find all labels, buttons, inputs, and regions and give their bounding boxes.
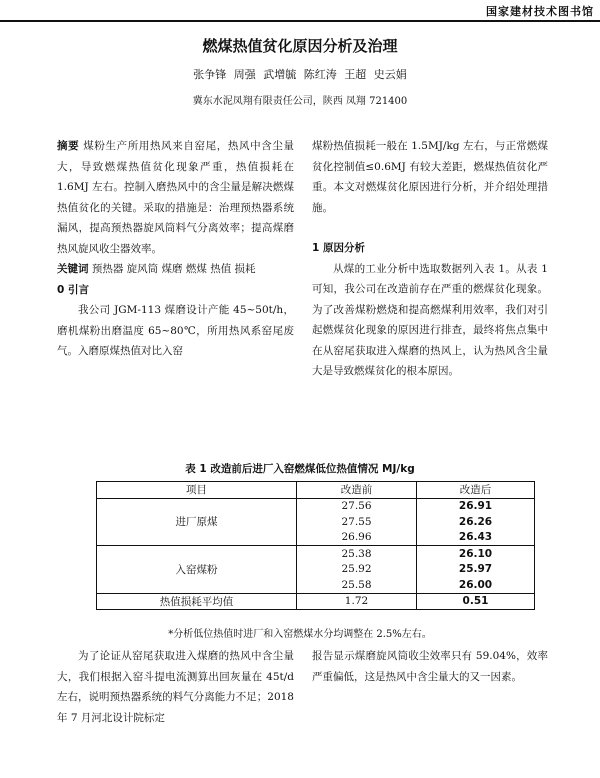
paper-title: 燃煤热值贫化原因分析及治理 (202, 37, 398, 55)
cell-before: 25.92 (297, 562, 417, 578)
cell-before: 26.96 (297, 530, 417, 546)
journal-name: 国家建材技术图书馆 (486, 5, 594, 18)
cell-before: 27.56 (297, 498, 417, 514)
table-caption: 表 1 改造前后进厂入窑燃煤低位热值情况 MJ/kg (185, 463, 415, 475)
abstract-label: 摘要 (57, 140, 80, 152)
right-column-bottom (312, 646, 548, 687)
section-1-paragraph: 从煤的工业分析中选取数据列入表 1。从表 1 可知，我公司在改造前存在严重的燃煤贫化现象。为了改善煤粉燃烧和提高燃煤利用效率，我们对引起燃煤贫化现象的原因进行排查，最终将焦点集中在从窑尾获取进入煤磨的热风上，认为热风含尘量大是导致燃煤贫化的根本原因。 (312, 262, 548, 377)
cell-after: 26.10 (417, 546, 535, 562)
table-row (97, 498, 535, 514)
bottom-right-paragraph: 报告显示煤磨旋风筒收尘效率只有 59.04%，效率严重偏低，这是热风中含尘量大的又一因素。 (312, 650, 548, 683)
cell-after: 26.43 (417, 530, 535, 546)
table-note: *分析低位热值时进厂和入窑燃煤水分均调整在 2.5%左右。 (168, 629, 432, 640)
row-label-raw-coal: 进厂原煤 (97, 498, 297, 546)
summary-before: 1.72 (297, 593, 417, 610)
cell-after: 25.97 (417, 562, 535, 578)
header-rule (0, 20, 600, 22)
table-row (97, 546, 535, 562)
row-label-kiln-coal: 入窑煤粉 (97, 546, 297, 594)
keywords-text: 预热器 旋风筒 煤磨 燃煤 热值 损耗 (91, 263, 256, 275)
cell-after: 26.91 (417, 498, 535, 514)
abstract (57, 136, 294, 259)
data-table (96, 481, 535, 610)
keywords-label: 关键词 (57, 263, 89, 275)
cell-before: 25.58 (297, 577, 417, 593)
cell-after: 26.00 (417, 577, 535, 593)
authors: 张争锋 周强 武增毓 陈红涛 王超 史云娟 (193, 68, 407, 81)
right-continuation: 煤粉热值损耗一般在 1.5MJ/kg 左右，与正常燃煤贫化控制值≤0.6MJ 有较大差距，燃煤热值贫化严重。本文对燃煤贫化原因进行分析，并介绍处理措施。 (312, 140, 548, 214)
table-summary-row (97, 593, 535, 610)
header-before: 改造前 (297, 482, 417, 499)
cell-before: 27.55 (297, 514, 417, 530)
cell-before: 25.38 (297, 546, 417, 562)
section-1-heading: 1 原因分析 (312, 242, 365, 254)
right-column-top (312, 136, 548, 382)
abstract-text: 煤粉生产所用热风来自窑尾，热风中含尘量大，导致燃煤热值贫化现象严重，热值损耗在 1.6MJ 左右。控制入磨热风中的含尘量是解决燃煤热值贫化的关键。采取的措施是：治理预热器系统漏风，提高预热器旋风筒料气分离效率；提高煤磨热风旋风收尘器效率。 (57, 140, 295, 255)
summary-label: 热值损耗平均值 (97, 593, 297, 610)
bottom-left-paragraph: 为了论证从窑尾获取进入煤磨的热风中含尘量大，我们根据入窑斗提电流测算出回灰量在 45t/d 左右，说明预热器系统的料气分离能力不足；2018 年 7 月河北设计院标定 (57, 650, 294, 724)
left-column-top (57, 136, 294, 362)
left-column-bottom (57, 646, 294, 728)
section-0-heading: 0 引言 (57, 283, 89, 296)
affiliation: 冀东水泥凤翔有限责任公司，陕西 凤翔 721400 (192, 96, 408, 107)
table-header-row (97, 482, 535, 499)
keywords (57, 259, 294, 280)
section-0-paragraph: 我公司 JGM-113 煤磨设计产能 45~50t/h，磨机煤粉出磨温度 65~80℃，所用热风系窑尾废气。入磨原煤热值对比入窑 (57, 304, 294, 357)
header-after: 改造后 (417, 482, 535, 499)
cell-after: 26.26 (417, 514, 535, 530)
summary-after: 0.51 (417, 593, 535, 610)
journal-header (0, 0, 600, 24)
header-item: 项目 (97, 482, 297, 499)
